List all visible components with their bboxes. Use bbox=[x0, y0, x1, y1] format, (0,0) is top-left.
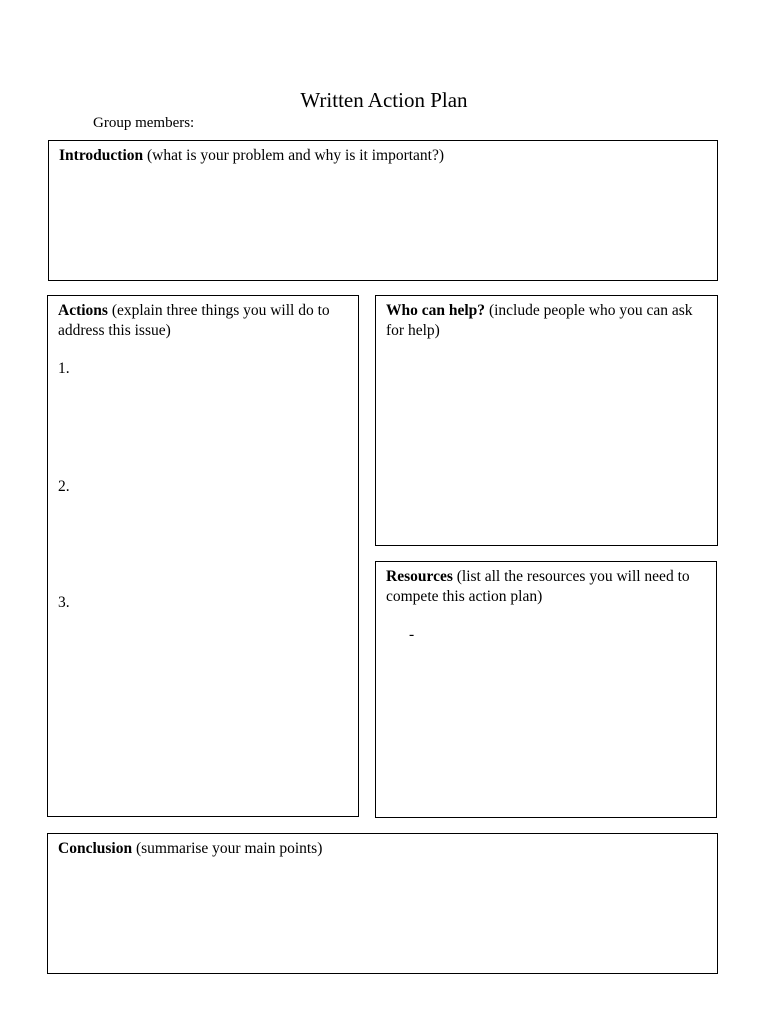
actions-prompt-text: (explain three things you will do to address this issue) bbox=[58, 302, 330, 339]
resources-box[interactable] bbox=[375, 561, 717, 818]
action-item-2: 2. bbox=[58, 478, 70, 495]
page-title: Written Action Plan bbox=[300, 88, 468, 112]
conclusion-box[interactable] bbox=[47, 833, 718, 974]
introduction-box[interactable] bbox=[48, 140, 718, 281]
conclusion-prompt-text: (summarise your main points) bbox=[132, 840, 323, 857]
who-can-help-heading: Who can help? bbox=[386, 302, 486, 319]
resources-heading: Resources bbox=[386, 568, 453, 585]
who-can-help-prompt-text: (include people who you can ask for help) bbox=[386, 302, 693, 339]
conclusion-heading: Conclusion bbox=[58, 840, 133, 857]
introduction-prompt bbox=[59, 147, 444, 164]
actions-heading: Actions bbox=[58, 302, 108, 319]
action-item-1: 1. bbox=[58, 360, 70, 377]
actions-prompt bbox=[58, 302, 330, 339]
introduction-prompt-text: (what is your problem and why is it important?) bbox=[143, 147, 445, 164]
group-members-label: Group members: bbox=[93, 115, 195, 131]
resources-prompt bbox=[386, 568, 690, 605]
conclusion-prompt bbox=[58, 840, 322, 857]
action-item-3: 3. bbox=[58, 594, 70, 611]
who-can-help-prompt bbox=[386, 302, 693, 339]
resources-bullet: - bbox=[409, 626, 415, 643]
who-can-help-box[interactable] bbox=[375, 295, 718, 546]
resources-prompt-text: (list all the resources you will need to compete this action plan) bbox=[386, 568, 690, 605]
actions-box[interactable] bbox=[47, 295, 359, 817]
introduction-heading: Introduction bbox=[59, 147, 144, 164]
